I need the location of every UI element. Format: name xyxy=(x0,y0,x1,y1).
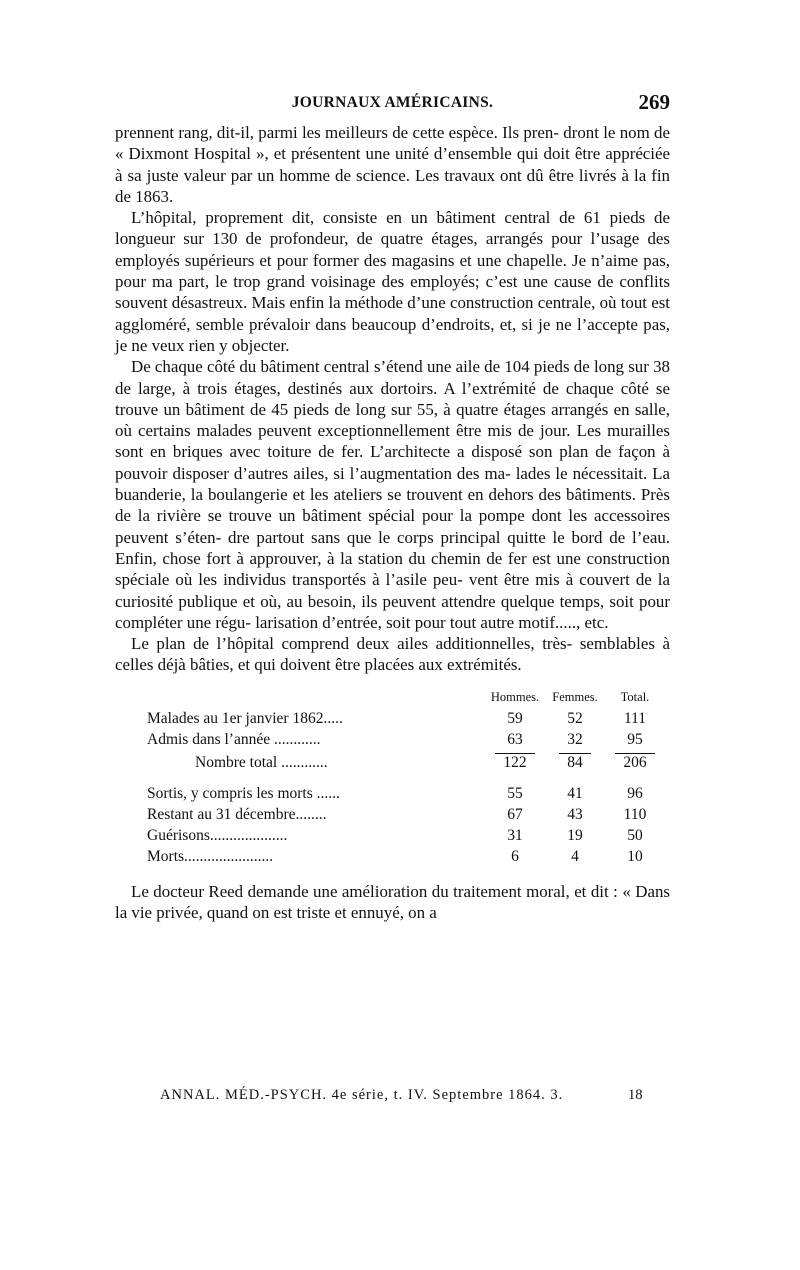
table-row xyxy=(147,708,665,729)
body-text-continued xyxy=(115,881,670,924)
cell-total: 96 xyxy=(627,784,643,802)
cell-hommes: 63 xyxy=(507,730,523,748)
table-header-row xyxy=(147,686,665,708)
running-head xyxy=(115,88,670,118)
paragraph: prennent rang, dit-il, parmi les meilleurs de cette espèce. Ils pren- dront le nom de « Dixmont Hospital », et présentent une unité d’ensemble qui doit être appréciée à sa juste valeur par un homme de science. Les travaux ont dû être livrés à la fin de 1863. xyxy=(115,123,670,206)
cell-femmes: 19 xyxy=(567,826,583,844)
column-header-total: Total. xyxy=(620,689,650,704)
cell-femmes: 41 xyxy=(567,784,583,802)
body-text xyxy=(115,122,670,676)
cell-total: 10 xyxy=(627,847,643,865)
cell-total: 110 xyxy=(623,805,647,823)
cell-total: 50 xyxy=(627,826,643,844)
signature-mark: 18 xyxy=(628,1087,643,1103)
row-label: Restant au 31 décembre........ xyxy=(147,805,327,823)
table-header-spacer xyxy=(147,686,485,708)
total-label: Nombre total ............ xyxy=(195,753,328,771)
column-header-hommes: Hommes. xyxy=(490,689,540,704)
statistics-table xyxy=(147,686,665,867)
paragraph: Le plan de l’hôpital comprend deux ailes additionnelles, très- semblables à celles déjà bâties, et qui doivent être placées aux extrémités. xyxy=(115,634,670,675)
table-total-row xyxy=(147,750,665,773)
page-number: 269 xyxy=(638,90,670,114)
total-hommes: 122 xyxy=(485,750,545,773)
cell-femmes: 43 xyxy=(567,805,583,823)
journal-citation: ANNAL. MÉD.-PSYCH. 4e série, t. IV. Septembre 1864. 3. xyxy=(160,1087,564,1103)
total-femmes: 84 xyxy=(545,750,605,773)
column-header-femmes: Femmes. xyxy=(552,689,598,704)
book-page xyxy=(115,88,670,923)
row-label: Sortis, y compris les morts ...... xyxy=(147,784,340,802)
cell-total: 95 xyxy=(627,730,643,748)
paragraph: De chaque côté du bâtiment central s’étend une aile de 104 pieds de long sur 38 de large, à trois étages, destinés aux dortoirs. A l’extrémité de chaque côté se trouve un bâtiment de 45 pieds de long sur 55, à quatre étages arrangés en salle, où certains malades peuvent exceptionnellement être mis de jour. Les murailles sont en briques avec toiture de fer. L’architecte a disposé son plan de façon à pouvoir disposer d’autres ailes, si l’augmentation des ma- lades le nécessitait. La buanderie, la boulangerie et les ateliers se trouvent en dehors des bâtiments. Près de la rivière se trouve un bâtiment spécial pour la pompe dont les accessoires peuvent s’éten- dre partout sans que le corps principal quitte le bord de l’eau. Enfin, chose fort à approuver, à la station du chemin de fer est une construction spéciale où les individus transportés à l’asile peu- vent être mis à couvert de la curiosité publique et où, au besoin, ils peuvent attendre quelque temps, soit pour compléter une régu- larisation d’entrée, soit pour tout autre motif....., etc. xyxy=(115,357,670,632)
table-row xyxy=(147,825,665,846)
paragraph: L’hôpital, proprement dit, consiste en un bâtiment central de 61 pieds de longueur sur 130 de profondeur, de quatre étages, arrangés pour l’usage des employés supérieurs et pour former des magasins et une chapelle. Je n’aime pas, pour ma part, le trop grand voisinage des employés; c’est une cause de conflits souvent désastreux. Mais enfin la méthode d’une construction centrale, où tout est aggloméré, semble prévaloir dans beaucoup d’endroits, et, si je ne l’accepte pas, je ne veux rien y objecter. xyxy=(115,208,670,355)
total-total: 206 xyxy=(605,750,665,773)
row-label: Admis dans l’année ............ xyxy=(147,730,321,748)
cell-hommes: 55 xyxy=(507,784,523,802)
table-spacer xyxy=(147,773,665,783)
table-row xyxy=(147,846,665,867)
row-label: Guérisons.................... xyxy=(147,826,288,844)
paragraph: Le docteur Reed demande une amélioration du traitement moral, et dit : « Dans la vie privée, quand on est triste et ennuyé, on a xyxy=(115,881,670,923)
cell-femmes: 32 xyxy=(567,730,583,748)
page-footer xyxy=(160,1087,680,1104)
cell-femmes: 52 xyxy=(567,709,583,727)
table-row xyxy=(147,804,665,825)
running-head-title: JOURNAUX AMÉRICAINS. xyxy=(291,94,494,111)
row-label: Malades au 1er janvier 1862..... xyxy=(147,709,343,727)
cell-total: 111 xyxy=(623,709,647,727)
cell-femmes: 4 xyxy=(571,847,579,865)
cell-hommes: 59 xyxy=(507,709,523,727)
cell-hommes: 31 xyxy=(507,826,523,844)
cell-hommes: 6 xyxy=(511,847,519,865)
table-row xyxy=(147,729,665,750)
cell-hommes: 67 xyxy=(507,805,523,823)
row-label: Morts....................... xyxy=(147,847,274,865)
table-row xyxy=(147,783,665,804)
